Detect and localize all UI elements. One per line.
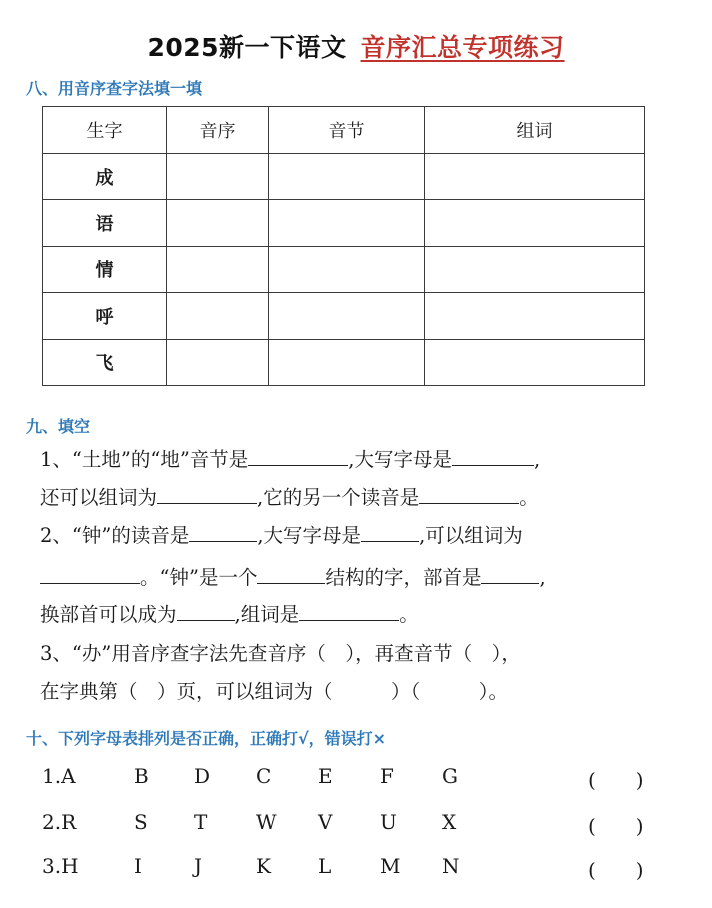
title-main: 2025新一下语文 (147, 33, 347, 62)
order-blank[interactable] (167, 154, 269, 200)
line-text: 换部首可以成为 (40, 603, 177, 626)
fill-line-1 (40, 450, 540, 470)
alphabet-letter: L (318, 854, 332, 878)
alphabet-letter: W (256, 810, 277, 834)
fill-line-5 (40, 605, 419, 625)
alphabet-letter: I (134, 854, 142, 878)
alphabet-letter: V (318, 810, 333, 834)
phonetic-order-table (42, 106, 645, 386)
alphabet-row-start: 2.R (42, 810, 77, 834)
header-char: 生字 (43, 107, 167, 154)
answer-blank[interactable] (419, 502, 519, 504)
table-row (43, 154, 645, 200)
order-blank[interactable] (167, 200, 269, 246)
line-text: 。“钟”是一个 (140, 566, 258, 589)
line-text: ,大写字母是 (348, 448, 452, 471)
answer-blank[interactable] (157, 502, 257, 504)
fill-line-3 (40, 526, 523, 546)
answer-blank[interactable] (299, 619, 399, 621)
answer-blank[interactable] (248, 464, 348, 466)
line-text: 还可以组词为 (40, 486, 158, 509)
alphabet-letter: E (318, 764, 333, 788)
answer-parentheses[interactable]: ( ) (588, 858, 644, 882)
words-blank[interactable] (425, 246, 645, 292)
section-10-heading: 十、下列字母表排列是否正确，正确打√，错误打× (26, 729, 387, 748)
fill-line-6: 3、“办”用音序查字法先查音序（ ），再查音节（ ）， (40, 642, 521, 665)
line-text: ,大写字母是 (257, 524, 362, 547)
line-text: , (534, 448, 541, 471)
answer-parentheses[interactable]: ( ) (588, 768, 644, 792)
line-text: , (539, 566, 546, 589)
alphabet-letter: X (442, 810, 457, 834)
words-blank[interactable] (425, 339, 645, 385)
syllable-blank[interactable] (269, 293, 425, 339)
alphabet-row-start: 3.H (42, 854, 79, 878)
alphabet-letter: S (134, 810, 148, 834)
line-text: 1、“土地”的“地”音节是 (40, 448, 249, 471)
fill-line-4 (40, 568, 546, 588)
table-row (43, 339, 645, 385)
section-9-heading: 九、填空 (26, 417, 91, 436)
answer-blank[interactable] (361, 540, 419, 542)
alphabet-letter: G (442, 764, 458, 788)
syllable-blank[interactable] (269, 339, 425, 385)
words-blank[interactable] (425, 293, 645, 339)
alphabet-row-start: 1.A (42, 764, 76, 788)
alphabet-letter: N (442, 854, 460, 878)
syllable-blank[interactable] (269, 200, 425, 246)
char-cell: 飞 (43, 339, 167, 385)
alphabet-letter: C (256, 764, 272, 788)
line-text: 。 (399, 603, 419, 626)
line-text: 结构的字，部首是 (325, 566, 482, 589)
syllable-blank[interactable] (269, 154, 425, 200)
answer-blank[interactable] (481, 582, 539, 584)
alphabet-letter: K (256, 854, 271, 878)
fill-line-7: 在字典第（ ）页，可以组词为（ ）（ ）。 (40, 680, 509, 703)
table-row (43, 200, 645, 246)
char-cell: 呼 (43, 293, 167, 339)
line-text: ,可以组词为 (419, 524, 523, 547)
header-order: 音序 (167, 107, 269, 154)
answer-parentheses[interactable]: ( ) (588, 814, 644, 838)
title-accent: 音序汇总专项练习 (360, 33, 565, 62)
words-blank[interactable] (425, 154, 645, 200)
syllable-blank[interactable] (269, 246, 425, 292)
answer-blank[interactable] (177, 619, 235, 621)
order-blank[interactable] (167, 339, 269, 385)
answer-blank[interactable] (257, 582, 325, 584)
table-row (43, 246, 645, 292)
char-cell: 情 (43, 246, 167, 292)
words-blank[interactable] (425, 200, 645, 246)
alphabet-letter: U (380, 810, 397, 834)
line-text: 2、“钟”的读音是 (40, 524, 190, 547)
line-text: ,它的另一个读音是 (257, 486, 420, 509)
alphabet-letter: F (380, 764, 394, 788)
order-blank[interactable] (167, 293, 269, 339)
line-text: 。 (519, 486, 539, 509)
page-title (0, 28, 712, 64)
order-blank[interactable] (167, 246, 269, 292)
header-syllable: 音节 (269, 107, 425, 154)
answer-blank[interactable] (452, 464, 534, 466)
header-words: 组词 (425, 107, 645, 154)
fill-line-2 (40, 488, 539, 508)
alphabet-letter: J (194, 854, 203, 878)
section-8-heading: 八、用音序查字法填一填 (26, 79, 203, 98)
line-text: ,组词是 (234, 603, 300, 626)
table-row (43, 293, 645, 339)
alphabet-letter: B (134, 764, 149, 788)
answer-blank[interactable] (40, 582, 140, 584)
alphabet-letter: D (194, 764, 211, 788)
alphabet-letter: M (380, 854, 401, 878)
alphabet-letter: T (194, 810, 208, 834)
char-cell: 语 (43, 200, 167, 246)
char-cell: 成 (43, 154, 167, 200)
answer-blank[interactable] (189, 540, 257, 542)
